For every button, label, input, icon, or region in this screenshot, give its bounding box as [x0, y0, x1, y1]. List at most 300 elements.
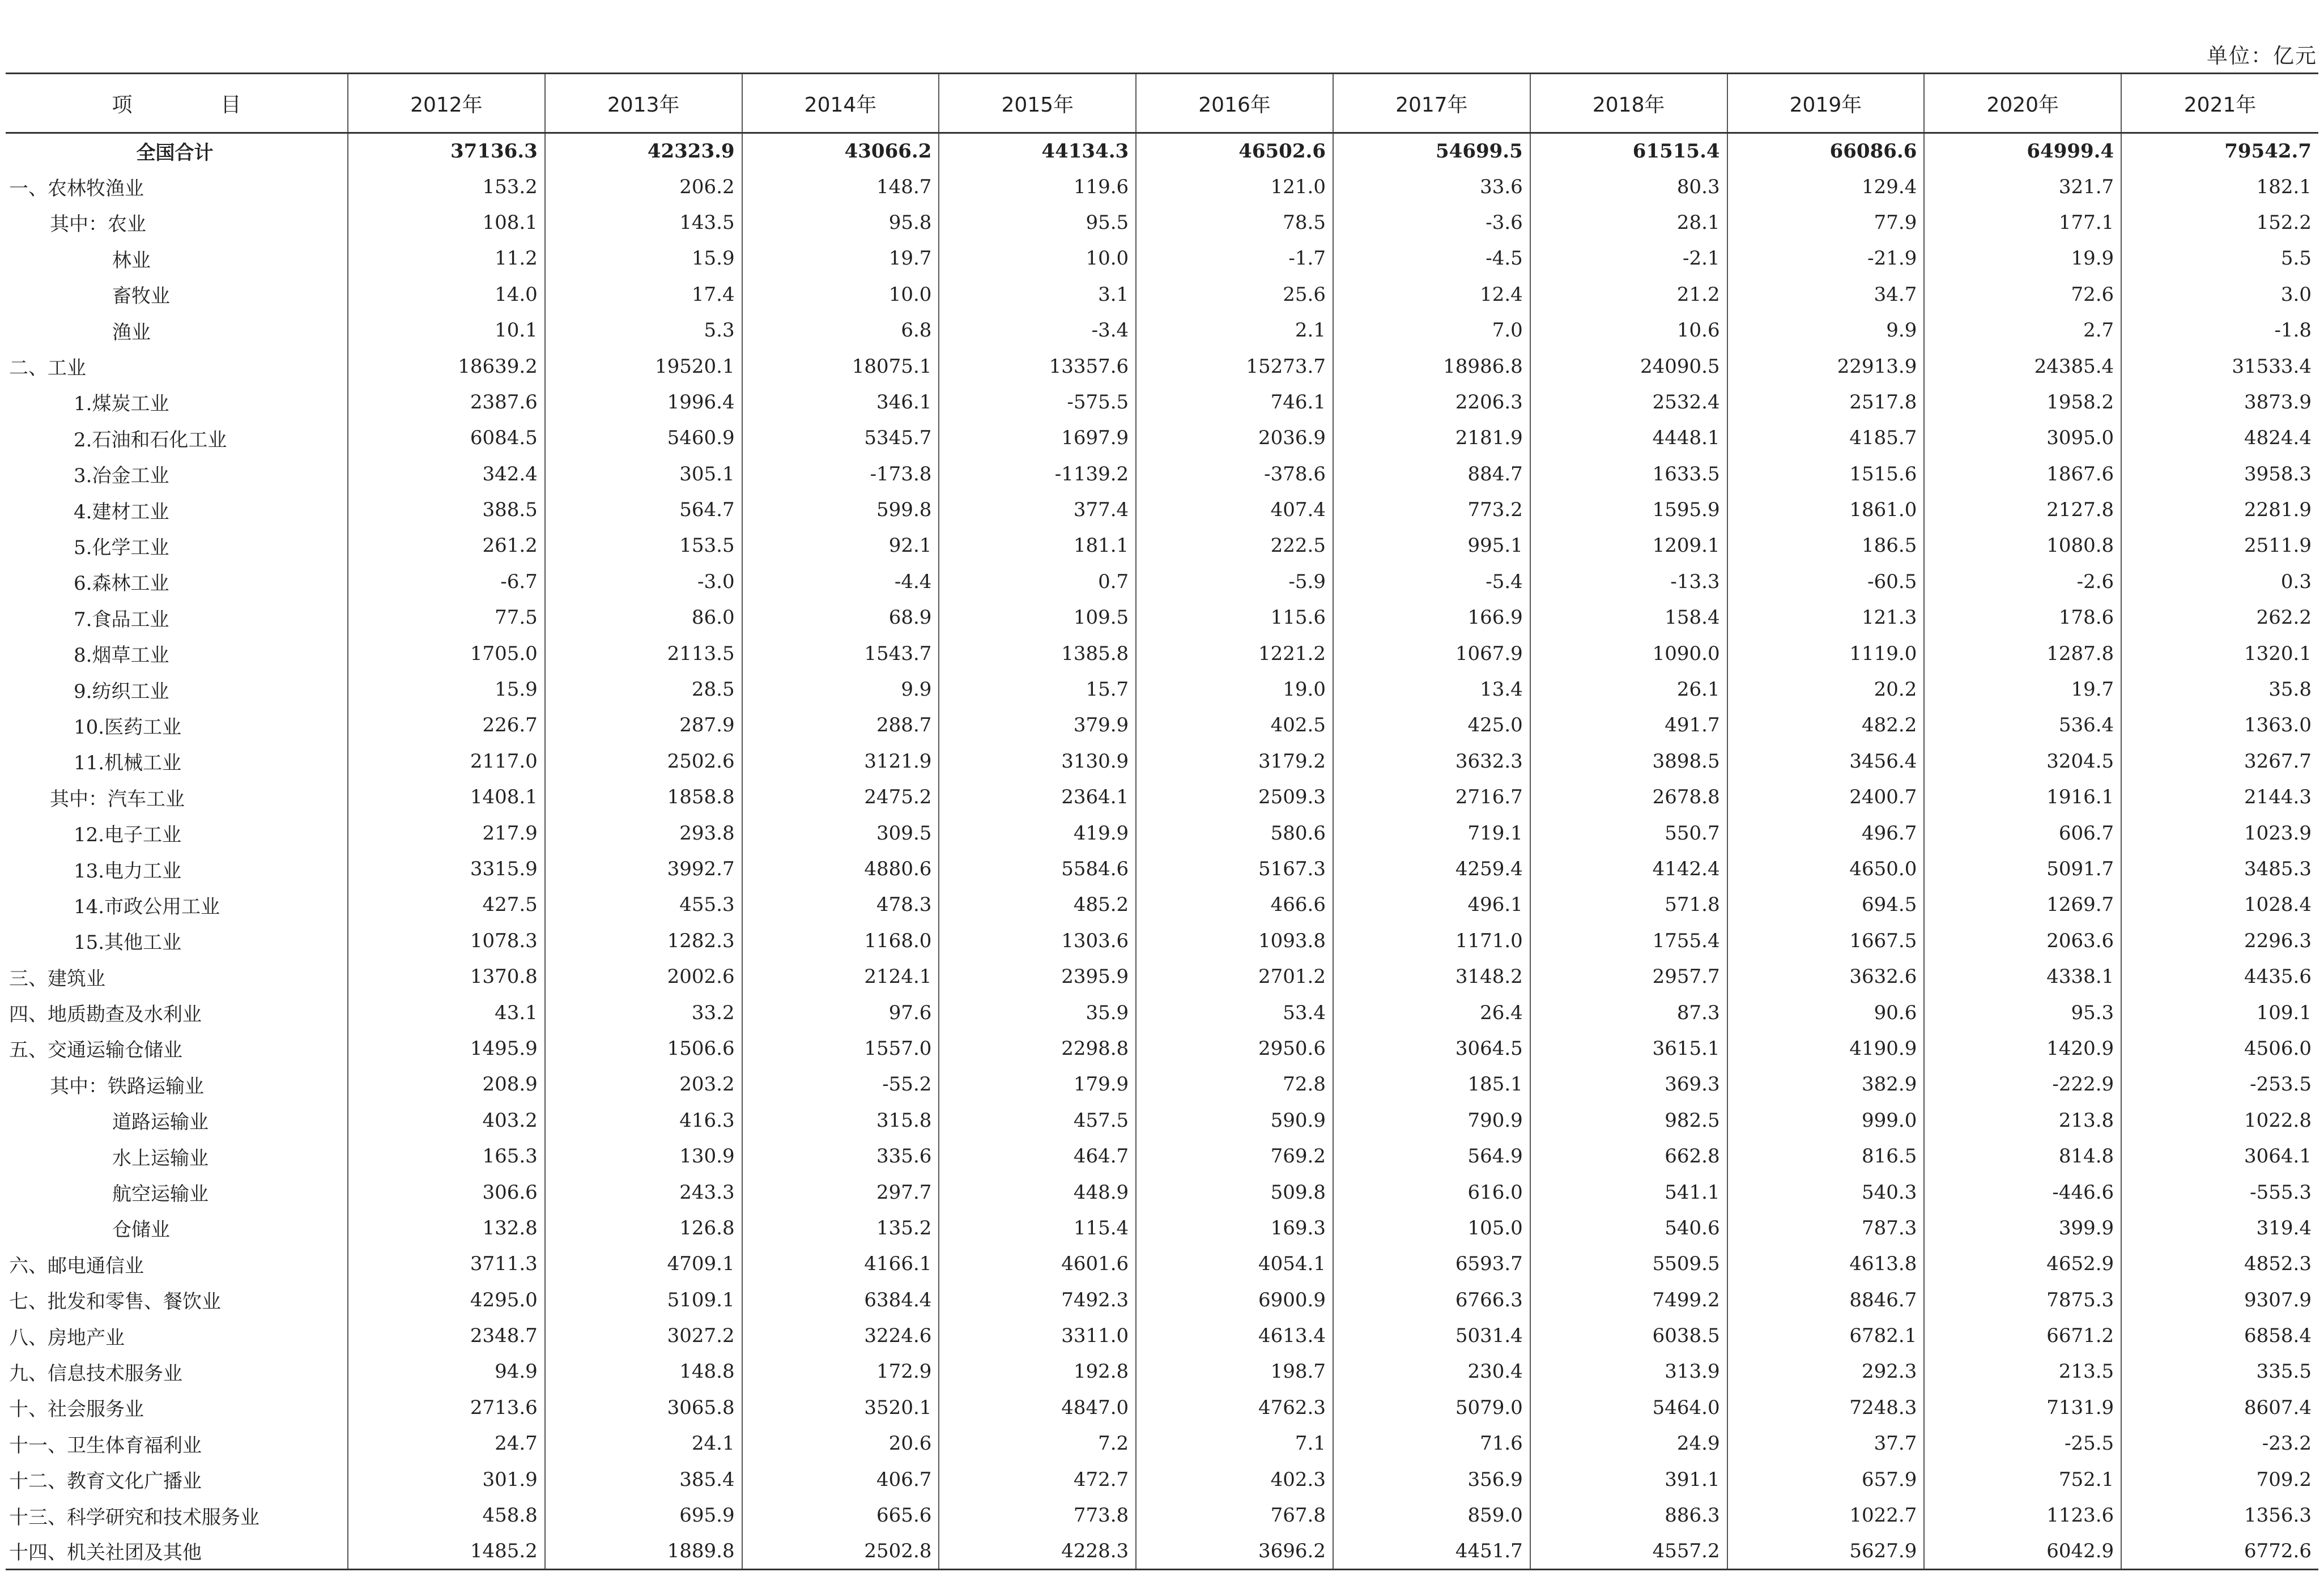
- value-cell: 7875.3: [1924, 1282, 2121, 1318]
- table-row: [6, 779, 2318, 815]
- value-cell: 3311.0: [939, 1318, 1136, 1353]
- value-cell: 2400.7: [1727, 779, 1925, 815]
- row-label: 其中：铁路运输业: [50, 1075, 204, 1098]
- value-cell: 6.8: [742, 312, 939, 348]
- value-cell: -1.8: [2121, 312, 2318, 348]
- value-cell: 995.1: [1333, 528, 1530, 564]
- table-row: [6, 851, 2318, 887]
- table-row: [6, 456, 2318, 492]
- value-cell: 177.1: [1924, 205, 2121, 240]
- value-cell: 1363.0: [2121, 708, 2318, 743]
- value-cell: 388.5: [348, 492, 545, 527]
- row-label: 3.冶金工业: [74, 465, 169, 488]
- header-row: [6, 74, 2318, 133]
- value-cell: 472.7: [939, 1462, 1136, 1497]
- value-cell: -3.4: [939, 312, 1136, 348]
- value-cell: 19.9: [1924, 241, 2121, 276]
- value-cell: 6384.4: [742, 1282, 939, 1318]
- value-cell: 13357.6: [939, 348, 1136, 384]
- value-cell: 1861.0: [1727, 492, 1925, 527]
- value-cell: 15273.7: [1136, 348, 1333, 384]
- value-cell: 293.8: [545, 815, 742, 851]
- value-cell: 179.9: [939, 1067, 1136, 1102]
- value-cell: 24385.4: [1924, 348, 2121, 384]
- value-cell: -25.5: [1924, 1426, 2121, 1462]
- row-label: 十一、卫生体育福利业: [9, 1434, 202, 1457]
- value-cell: 77.9: [1727, 205, 1925, 240]
- value-cell: 13.4: [1333, 671, 1530, 707]
- column-header-year: 2012年: [348, 74, 545, 133]
- row-label: 2.石油和石化工业: [74, 428, 227, 451]
- value-cell: 10.0: [939, 241, 1136, 276]
- value-cell: 10.0: [742, 276, 939, 312]
- value-cell: 4185.7: [1727, 420, 1925, 456]
- value-cell: -222.9: [1924, 1067, 2121, 1102]
- value-cell: 2502.6: [545, 743, 742, 779]
- row-label: 六、邮电通信业: [9, 1254, 144, 1277]
- value-cell: 0.7: [939, 564, 1136, 599]
- row-label: 4.建材工业: [74, 500, 169, 523]
- value-cell: 44134.3: [939, 133, 1136, 169]
- value-cell: 213.8: [1924, 1102, 2121, 1138]
- value-cell: 3204.5: [1924, 743, 2121, 779]
- value-cell: 1090.0: [1530, 636, 1727, 671]
- value-cell: 455.3: [545, 887, 742, 923]
- value-cell: 121.0: [1136, 169, 1333, 205]
- value-cell: 4613.4: [1136, 1318, 1333, 1353]
- value-cell: 1543.7: [742, 636, 939, 671]
- value-cell: 19520.1: [545, 348, 742, 384]
- row-label: 仓储业: [112, 1219, 170, 1242]
- row-label: 四、地质勘查及水利业: [9, 1003, 202, 1026]
- value-cell: 457.5: [939, 1102, 1136, 1138]
- value-cell: 1958.2: [1924, 384, 2121, 420]
- value-cell: 382.9: [1727, 1067, 1925, 1102]
- value-cell: 458.8: [348, 1497, 545, 1533]
- value-cell: 999.0: [1727, 1102, 1925, 1138]
- value-cell: 297.7: [742, 1174, 939, 1210]
- table-row: [6, 1030, 2318, 1066]
- value-cell: 19.7: [742, 241, 939, 276]
- value-cell: 7248.3: [1727, 1390, 1925, 1425]
- column-header-year: 2020年: [1924, 74, 2121, 133]
- value-cell: 3148.2: [1333, 958, 1530, 994]
- value-cell: 1356.3: [2121, 1497, 2318, 1533]
- value-cell: 18639.2: [348, 348, 545, 384]
- table-row: [6, 1426, 2318, 1462]
- table-row: [6, 815, 2318, 851]
- value-cell: 5584.6: [939, 851, 1136, 887]
- value-cell: 590.9: [1136, 1102, 1333, 1138]
- value-cell: 346.1: [742, 384, 939, 420]
- value-cell: 3520.1: [742, 1390, 939, 1425]
- value-cell: 1595.9: [1530, 492, 1727, 527]
- value-cell: 3873.9: [2121, 384, 2318, 420]
- value-cell: 78.5: [1136, 205, 1333, 240]
- value-cell: 657.9: [1727, 1462, 1925, 1497]
- table-header: [6, 74, 2318, 133]
- row-label: 二、工业: [9, 357, 86, 380]
- value-cell: 292.3: [1727, 1354, 1925, 1390]
- unit-label: 单位：亿元: [2207, 44, 2317, 68]
- value-cell: 4601.6: [939, 1246, 1136, 1282]
- value-cell: 1697.9: [939, 420, 1136, 456]
- value-cell: 399.9: [1924, 1210, 2121, 1246]
- value-cell: 115.4: [939, 1210, 1136, 1246]
- row-label: 林业: [112, 249, 151, 272]
- value-cell: 148.7: [742, 169, 939, 205]
- value-cell: 66086.6: [1727, 133, 1925, 169]
- value-cell: 2701.2: [1136, 958, 1333, 994]
- value-cell: 491.7: [1530, 708, 1727, 743]
- value-cell: 3615.1: [1530, 1030, 1727, 1066]
- table-row: [6, 1246, 2318, 1282]
- table-row: [6, 384, 2318, 420]
- value-cell: 5460.9: [545, 420, 742, 456]
- row-label: 15.其他工业: [74, 931, 182, 955]
- value-cell: 2713.6: [348, 1390, 545, 1425]
- value-cell: -4.5: [1333, 241, 1530, 276]
- value-cell: 261.2: [348, 528, 545, 564]
- row-label: 5.化学工业: [74, 536, 169, 559]
- row-label: 一、农林牧渔业: [9, 177, 144, 201]
- value-cell: 2517.8: [1727, 384, 1925, 420]
- value-cell: 4190.9: [1727, 1030, 1925, 1066]
- row-label: 十、社会服务业: [9, 1398, 144, 1421]
- value-cell: 814.8: [1924, 1138, 2121, 1174]
- value-cell: 4762.3: [1136, 1390, 1333, 1425]
- value-cell: 1370.8: [348, 958, 545, 994]
- value-cell: 6766.3: [1333, 1282, 1530, 1318]
- row-label: 6.森林工业: [74, 572, 169, 595]
- value-cell: 43066.2: [742, 133, 939, 169]
- value-cell: 4709.1: [545, 1246, 742, 1282]
- value-cell: 20.2: [1727, 671, 1925, 707]
- table-row: [6, 1102, 2318, 1138]
- value-cell: 31533.4: [2121, 348, 2318, 384]
- value-cell: 4847.0: [939, 1390, 1136, 1425]
- value-cell: 4650.0: [1727, 851, 1925, 887]
- column-header-year: 2021年: [2121, 74, 2318, 133]
- value-cell: 6593.7: [1333, 1246, 1530, 1282]
- value-cell: 599.8: [742, 492, 939, 527]
- value-cell: 153.2: [348, 169, 545, 205]
- value-cell: 3485.3: [2121, 851, 2318, 887]
- row-label: 8.烟草工业: [74, 644, 169, 667]
- value-cell: 482.2: [1727, 708, 1925, 743]
- table-row: [6, 1210, 2318, 1246]
- value-cell: 5079.0: [1333, 1390, 1530, 1425]
- value-cell: 230.4: [1333, 1354, 1530, 1390]
- value-cell: 321.7: [1924, 169, 2121, 205]
- value-cell: 1168.0: [742, 923, 939, 958]
- value-cell: 787.3: [1727, 1210, 1925, 1246]
- value-cell: 8846.7: [1727, 1282, 1925, 1318]
- table-row: [6, 1282, 2318, 1318]
- value-cell: 3130.9: [939, 743, 1136, 779]
- value-cell: 564.7: [545, 492, 742, 527]
- value-cell: 203.2: [545, 1067, 742, 1102]
- value-cell: 342.4: [348, 456, 545, 492]
- value-cell: 71.6: [1333, 1426, 1530, 1462]
- value-cell: 1023.9: [2121, 815, 2318, 851]
- table-row: [6, 1174, 2318, 1210]
- value-cell: 379.9: [939, 708, 1136, 743]
- value-cell: 3224.6: [742, 1318, 939, 1353]
- table-row: [6, 708, 2318, 743]
- value-cell: 2281.9: [2121, 492, 2318, 527]
- value-cell: 571.8: [1530, 887, 1727, 923]
- table-row: [6, 1354, 2318, 1390]
- value-cell: 3027.2: [545, 1318, 742, 1353]
- value-cell: 15.9: [545, 241, 742, 276]
- value-cell: 14.0: [348, 276, 545, 312]
- value-cell: -253.5: [2121, 1067, 2318, 1102]
- table-body: [6, 133, 2318, 1570]
- value-cell: 5627.9: [1727, 1533, 1925, 1569]
- value-cell: 148.8: [545, 1354, 742, 1390]
- value-cell: 34.7: [1727, 276, 1925, 312]
- value-cell: 165.3: [348, 1138, 545, 1174]
- value-cell: 64999.4: [1924, 133, 2121, 169]
- value-cell: 4228.3: [939, 1533, 1136, 1569]
- value-cell: 606.7: [1924, 815, 2121, 851]
- value-cell: 3.0: [2121, 276, 2318, 312]
- value-cell: 2475.2: [742, 779, 939, 815]
- value-cell: 68.9: [742, 600, 939, 636]
- row-label: 航空运输业: [112, 1183, 208, 1206]
- value-cell: 6858.4: [2121, 1318, 2318, 1353]
- value-cell: -3.6: [1333, 205, 1530, 240]
- value-cell: 2364.1: [939, 779, 1136, 815]
- value-cell: 8607.4: [2121, 1390, 2318, 1425]
- table-row: [6, 1533, 2318, 1569]
- value-cell: 2511.9: [2121, 528, 2318, 564]
- value-cell: 42323.9: [545, 133, 742, 169]
- value-cell: 427.5: [348, 887, 545, 923]
- value-cell: 1633.5: [1530, 456, 1727, 492]
- value-cell: 5.5: [2121, 241, 2318, 276]
- table-row: [6, 564, 2318, 599]
- value-cell: 287.9: [545, 708, 742, 743]
- value-cell: 496.7: [1727, 815, 1925, 851]
- value-cell: 3696.2: [1136, 1533, 1333, 1569]
- value-cell: 4448.1: [1530, 420, 1727, 456]
- value-cell: 4880.6: [742, 851, 939, 887]
- value-cell: 313.9: [1530, 1354, 1727, 1390]
- value-cell: 4338.1: [1924, 958, 2121, 994]
- value-cell: 4613.8: [1727, 1246, 1925, 1282]
- value-cell: 166.9: [1333, 600, 1530, 636]
- column-header-year: 2018年: [1530, 74, 1727, 133]
- value-cell: 3992.7: [545, 851, 742, 887]
- value-cell: 243.3: [545, 1174, 742, 1210]
- value-cell: 169.3: [1136, 1210, 1333, 1246]
- value-cell: 1755.4: [1530, 923, 1727, 958]
- value-cell: 1022.8: [2121, 1102, 2318, 1138]
- value-cell: 1028.4: [2121, 887, 2318, 923]
- value-cell: 217.9: [348, 815, 545, 851]
- value-cell: 309.5: [742, 815, 939, 851]
- value-cell: 18986.8: [1333, 348, 1530, 384]
- table-row-total: [6, 133, 2318, 169]
- value-cell: -2.1: [1530, 241, 1727, 276]
- value-cell: 306.6: [348, 1174, 545, 1210]
- value-cell: 9.9: [742, 671, 939, 707]
- value-cell: 7.2: [939, 1426, 1136, 1462]
- value-cell: 206.2: [545, 169, 742, 205]
- row-label: 水上运输业: [112, 1147, 208, 1170]
- value-cell: 1022.7: [1727, 1497, 1925, 1533]
- value-cell: 616.0: [1333, 1174, 1530, 1210]
- value-cell: 94.9: [348, 1354, 545, 1390]
- value-cell: 132.8: [348, 1210, 545, 1246]
- value-cell: 25.6: [1136, 276, 1333, 312]
- table-row: [6, 1497, 2318, 1533]
- value-cell: 5031.4: [1333, 1318, 1530, 1353]
- value-cell: 6782.1: [1727, 1318, 1925, 1353]
- value-cell: 816.5: [1727, 1138, 1925, 1174]
- value-cell: 4451.7: [1333, 1533, 1530, 1569]
- value-cell: 466.6: [1136, 887, 1333, 923]
- table-row: [6, 1390, 2318, 1425]
- value-cell: 15.9: [348, 671, 545, 707]
- value-cell: 2063.6: [1924, 923, 2121, 958]
- value-cell: 7492.3: [939, 1282, 1136, 1318]
- value-cell: 1858.8: [545, 779, 742, 815]
- value-cell: 3456.4: [1727, 743, 1925, 779]
- row-label: 八、房地产业: [9, 1326, 125, 1349]
- value-cell: 541.1: [1530, 1174, 1727, 1210]
- value-cell: 11.2: [348, 241, 545, 276]
- value-cell: 222.5: [1136, 528, 1333, 564]
- value-cell: 7.1: [1136, 1426, 1333, 1462]
- value-cell: 7131.9: [1924, 1390, 2121, 1425]
- value-cell: 3121.9: [742, 743, 939, 779]
- table-row: [6, 312, 2318, 348]
- row-label: 九、信息技术服务业: [9, 1362, 182, 1385]
- value-cell: 86.0: [545, 600, 742, 636]
- value-cell: 752.1: [1924, 1462, 2121, 1497]
- value-cell: 24090.5: [1530, 348, 1727, 384]
- value-cell: 695.9: [545, 1497, 742, 1533]
- value-cell: 4295.0: [348, 1282, 545, 1318]
- value-cell: 580.6: [1136, 815, 1333, 851]
- value-cell: 485.2: [939, 887, 1136, 923]
- table-row: [6, 241, 2318, 276]
- table-row: [6, 276, 2318, 312]
- value-cell: 121.3: [1727, 600, 1925, 636]
- value-cell: 3898.5: [1530, 743, 1727, 779]
- value-cell: 22913.9: [1727, 348, 1925, 384]
- value-cell: 385.4: [545, 1462, 742, 1497]
- value-cell: 550.7: [1530, 815, 1727, 851]
- table-row: [6, 671, 2318, 707]
- value-cell: 3064.1: [2121, 1138, 2318, 1174]
- value-cell: 1221.2: [1136, 636, 1333, 671]
- value-cell: 3179.2: [1136, 743, 1333, 779]
- value-cell: 3095.0: [1924, 420, 2121, 456]
- value-cell: 4506.0: [2121, 1030, 2318, 1066]
- value-cell: -5.9: [1136, 564, 1333, 599]
- value-cell: 19.7: [1924, 671, 2121, 707]
- value-cell: -2.6: [1924, 564, 2121, 599]
- value-cell: 10.6: [1530, 312, 1727, 348]
- value-cell: 2532.4: [1530, 384, 1727, 420]
- value-cell: 26.1: [1530, 671, 1727, 707]
- table-row: [6, 169, 2318, 205]
- value-cell: -446.6: [1924, 1174, 2121, 1210]
- row-label: 十三、科学研究和技术服务业: [9, 1506, 259, 1529]
- table-row: [6, 743, 2318, 779]
- value-cell: 28.1: [1530, 205, 1727, 240]
- value-cell: 416.3: [545, 1102, 742, 1138]
- value-cell: 2117.0: [348, 743, 545, 779]
- value-cell: 119.6: [939, 169, 1136, 205]
- value-cell: 1889.8: [545, 1533, 742, 1569]
- value-cell: 356.9: [1333, 1462, 1530, 1497]
- value-cell: -1.7: [1136, 241, 1333, 276]
- value-cell: 33.2: [545, 995, 742, 1030]
- value-cell: 1282.3: [545, 923, 742, 958]
- table-row: [6, 600, 2318, 636]
- value-cell: 2387.6: [348, 384, 545, 420]
- value-cell: 305.1: [545, 456, 742, 492]
- value-cell: 192.8: [939, 1354, 1136, 1390]
- value-cell: 2124.1: [742, 958, 939, 994]
- value-cell: 402.5: [1136, 708, 1333, 743]
- value-cell: 1485.2: [348, 1533, 545, 1569]
- value-cell: 1080.8: [1924, 528, 2121, 564]
- value-cell: 335.5: [2121, 1354, 2318, 1390]
- value-cell: 37.7: [1727, 1426, 1925, 1462]
- table-row: [6, 887, 2318, 923]
- value-cell: 369.3: [1530, 1067, 1727, 1102]
- value-cell: 319.4: [2121, 1210, 2318, 1246]
- value-cell: 7499.2: [1530, 1282, 1727, 1318]
- value-cell: 425.0: [1333, 708, 1530, 743]
- table-row: [6, 1138, 2318, 1174]
- row-label: 其中：农业: [50, 213, 146, 236]
- row-label: 13.电力工业: [74, 859, 182, 883]
- table-row: [6, 492, 2318, 527]
- value-cell: 135.2: [742, 1210, 939, 1246]
- value-cell: 1171.0: [1333, 923, 1530, 958]
- value-cell: -6.7: [348, 564, 545, 599]
- value-cell: 24.7: [348, 1426, 545, 1462]
- value-cell: 1385.8: [939, 636, 1136, 671]
- value-cell: -21.9: [1727, 241, 1925, 276]
- value-cell: 19.0: [1136, 671, 1333, 707]
- table-row: [6, 348, 2318, 384]
- value-cell: 859.0: [1333, 1497, 1530, 1533]
- row-label: 10.医药工业: [74, 715, 182, 739]
- value-cell: -555.3: [2121, 1174, 2318, 1210]
- value-cell: 1303.6: [939, 923, 1136, 958]
- value-cell: 181.1: [939, 528, 1136, 564]
- table-row: [6, 420, 2318, 456]
- value-cell: 2502.8: [742, 1533, 939, 1569]
- value-cell: 407.4: [1136, 492, 1333, 527]
- value-cell: 2113.5: [545, 636, 742, 671]
- value-cell: 790.9: [1333, 1102, 1530, 1138]
- value-cell: 6084.5: [348, 420, 545, 456]
- value-cell: 1495.9: [348, 1030, 545, 1066]
- value-cell: 982.5: [1530, 1102, 1727, 1138]
- value-cell: 95.8: [742, 205, 939, 240]
- value-cell: 2206.3: [1333, 384, 1530, 420]
- row-label: 12.电子工业: [74, 824, 182, 847]
